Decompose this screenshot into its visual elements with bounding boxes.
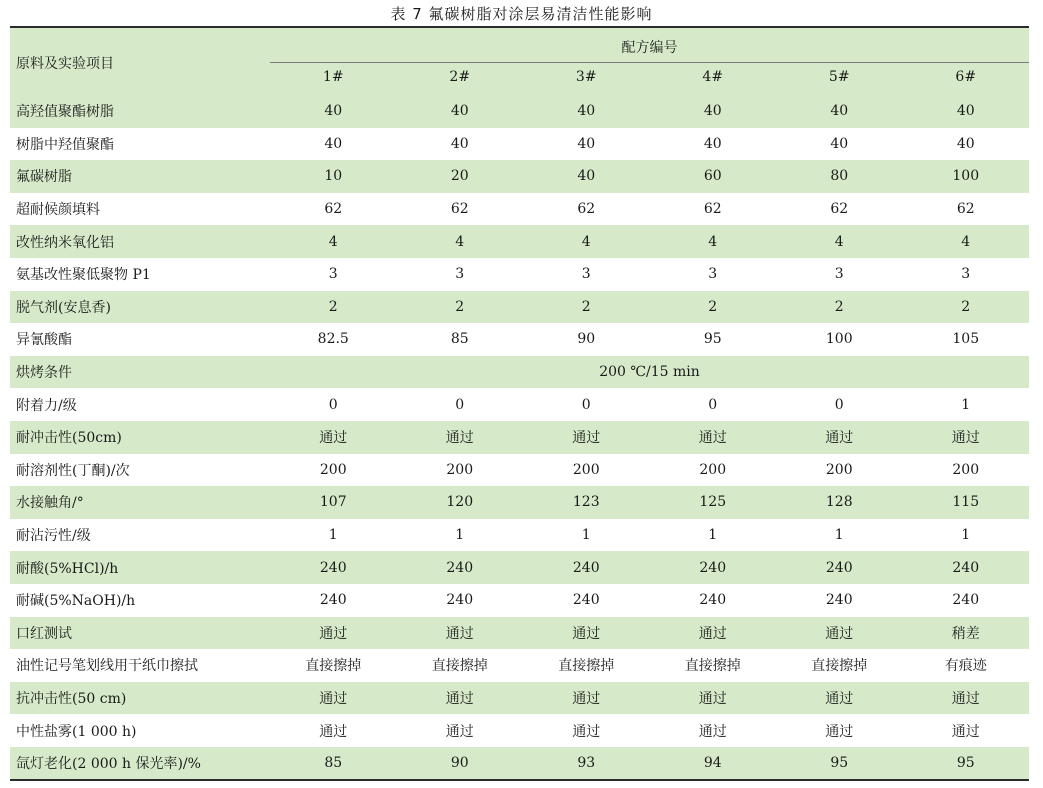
table-cell: 240 xyxy=(446,592,474,609)
table-cell: 直接擦掉 xyxy=(684,658,741,675)
table-cell: 0 xyxy=(581,396,591,413)
table-cell: 82.5 xyxy=(317,331,349,348)
table-cell: 通过 xyxy=(319,690,348,707)
row-label: 改性纳米氧化铝 xyxy=(16,234,114,251)
table-cell: 2 xyxy=(581,298,591,315)
table-cell: 4 xyxy=(708,233,718,250)
table-cell: 240 xyxy=(825,559,853,576)
row-label: 耐沾污性/级 xyxy=(16,528,91,545)
table-cell: 通过 xyxy=(572,690,601,707)
data-table xyxy=(10,26,1029,781)
table-cell: 200 xyxy=(319,461,347,478)
row-label: 耐碱(5%NaOH)/h xyxy=(16,593,136,610)
table-cell: 240 xyxy=(319,559,347,576)
table-cell: 125 xyxy=(699,494,727,511)
table-cell: 200 xyxy=(952,461,980,478)
row-label: 附着力/级 xyxy=(16,397,77,414)
table-cell: 62 xyxy=(703,201,722,218)
table-cell: 40 xyxy=(577,135,596,152)
column-header: 1# xyxy=(322,69,344,85)
table-cell: 4 xyxy=(961,233,971,250)
table-cell: 通过 xyxy=(572,430,601,447)
row-label: 脱气剂(安息香) xyxy=(16,299,111,316)
row-label: 耐溶剂性(丁酮)/次 xyxy=(16,462,130,479)
table-cell: 94 xyxy=(703,755,722,772)
table-row xyxy=(10,128,1029,161)
table-cell: 1 xyxy=(581,527,591,544)
table-row xyxy=(10,454,1029,487)
table-cell: 40 xyxy=(830,103,849,120)
table-cell: 40 xyxy=(450,135,469,152)
header-divider xyxy=(270,62,1029,63)
table-cell: 1 xyxy=(961,527,971,544)
table-cell: 240 xyxy=(699,592,727,609)
table-cell: 通过 xyxy=(698,430,727,447)
table-row xyxy=(10,649,1029,682)
table-cell: 240 xyxy=(446,559,474,576)
table-cell: 40 xyxy=(324,135,343,152)
table-cell: 3 xyxy=(328,266,338,283)
table-cell: 200 xyxy=(446,461,474,478)
table-cell: 40 xyxy=(830,135,849,152)
row-label: 中性盐雾(1 000 h) xyxy=(16,723,137,740)
table-cell: 240 xyxy=(572,559,600,576)
row-label: 氟碳树脂 xyxy=(16,169,72,186)
table-row xyxy=(10,388,1029,421)
table-cell: 3 xyxy=(455,266,465,283)
table-cell: 0 xyxy=(455,396,465,413)
table-row xyxy=(10,486,1029,519)
table-cell: 0 xyxy=(708,396,718,413)
table-cell: 105 xyxy=(952,331,980,348)
column-header: 3# xyxy=(575,69,597,85)
table-cell: 10 xyxy=(324,168,343,185)
table-row xyxy=(10,160,1029,193)
table-cell: 4 xyxy=(834,233,844,250)
table-cell: 1 xyxy=(961,396,971,413)
table-cell: 20 xyxy=(450,168,469,185)
table-cell: 40 xyxy=(703,103,722,120)
table-row xyxy=(10,747,1029,780)
formula-columns xyxy=(270,69,1029,85)
table-cell: 240 xyxy=(572,592,600,609)
table-cell: 通过 xyxy=(445,690,474,707)
table-row xyxy=(10,95,1029,128)
table-cell: 2 xyxy=(328,298,338,315)
table-cell: 3 xyxy=(708,266,718,283)
table-cell: 95 xyxy=(956,755,975,772)
table-cell: 95 xyxy=(703,331,722,348)
row-label: 烘烤条件 xyxy=(16,365,72,382)
table-cell: 通过 xyxy=(951,430,980,447)
table-cell: 240 xyxy=(699,559,727,576)
column-header: 4# xyxy=(702,69,724,85)
table-cell: 通过 xyxy=(572,723,601,740)
table-row xyxy=(10,714,1029,747)
table-cell: 通过 xyxy=(319,625,348,642)
table-cell: 2 xyxy=(708,298,718,315)
table-cell: 直接擦掉 xyxy=(431,658,488,675)
table-cell: 120 xyxy=(446,494,474,511)
table-cell: 4 xyxy=(328,233,338,250)
table-cell: 直接擦掉 xyxy=(811,658,868,675)
table-cell: 62 xyxy=(956,201,975,218)
table-cell: 通过 xyxy=(825,625,854,642)
table-cell: 240 xyxy=(952,592,980,609)
table-cell: 62 xyxy=(324,201,343,218)
table-cell: 3 xyxy=(834,266,844,283)
table-cell: 123 xyxy=(572,494,600,511)
table-cell: 通过 xyxy=(445,625,474,642)
table-row xyxy=(10,356,1029,389)
table-cell: 0 xyxy=(834,396,844,413)
table-cell: 通过 xyxy=(572,625,601,642)
table-cell: 40 xyxy=(956,103,975,120)
row-label: 耐酸(5%HCl)/h xyxy=(16,560,119,577)
row-label: 氙灯老化(2 000 h 保光率)/% xyxy=(16,756,201,773)
table-cell: 通过 xyxy=(951,723,980,740)
row-label: 氨基改性聚低聚物 P1 xyxy=(16,267,151,284)
table-row xyxy=(10,519,1029,552)
table-cell: 4 xyxy=(581,233,591,250)
table-cell: 85 xyxy=(324,755,343,772)
table-cell: 通过 xyxy=(445,723,474,740)
table-cell: 通过 xyxy=(445,430,474,447)
table-cell: 0 xyxy=(328,396,338,413)
table-row xyxy=(10,617,1029,650)
table-cell: 2 xyxy=(961,298,971,315)
row-header-label: 原料及实验项目 xyxy=(16,56,114,72)
table-row xyxy=(10,682,1029,715)
table-row xyxy=(10,291,1029,324)
table-cell: 3 xyxy=(961,266,971,283)
column-header: 5# xyxy=(828,69,850,85)
table-row xyxy=(10,421,1029,454)
table-cell: 40 xyxy=(703,135,722,152)
row-label: 异氰酸酯 xyxy=(16,332,72,349)
table-cell: 40 xyxy=(956,135,975,152)
table-cell: 直接擦掉 xyxy=(558,658,615,675)
table-cell: 62 xyxy=(577,201,596,218)
table-cell: 40 xyxy=(324,103,343,120)
table-cell: 95 xyxy=(830,755,849,772)
table-cell: 100 xyxy=(825,331,853,348)
table-cell: 85 xyxy=(450,331,469,348)
table-cell: 3 xyxy=(581,266,591,283)
table-cell: 通过 xyxy=(825,430,854,447)
table-cell: 通过 xyxy=(319,430,348,447)
table-cell: 200 xyxy=(572,461,600,478)
table-cell: 通过 xyxy=(698,723,727,740)
row-label: 抗冲击性(50 cm) xyxy=(16,690,127,707)
table-cell: 2 xyxy=(455,298,465,315)
table-row xyxy=(10,551,1029,584)
table-cell: 通过 xyxy=(698,690,727,707)
table-cell: 通过 xyxy=(698,625,727,642)
table-cell: 直接擦掉 xyxy=(305,658,362,675)
table-cell: 100 xyxy=(952,168,980,185)
table-cell: 有痕迹 xyxy=(944,658,987,675)
table-cell: 240 xyxy=(319,592,347,609)
table-row xyxy=(10,193,1029,226)
table-cell: 62 xyxy=(830,201,849,218)
table-row xyxy=(10,323,1029,356)
row-label: 油性记号笔划线用干纸巾擦拭 xyxy=(16,658,198,675)
table-cell: 1 xyxy=(455,527,465,544)
table-cell: 62 xyxy=(450,201,469,218)
table-cell: 1 xyxy=(834,527,844,544)
merged-cell: 200 ℃/15 min xyxy=(599,364,700,381)
column-header: 2# xyxy=(449,69,471,85)
table-cell: 240 xyxy=(825,592,853,609)
row-label: 高羟值聚酯树脂 xyxy=(16,104,114,121)
table-cell: 107 xyxy=(319,494,347,511)
table-row xyxy=(10,258,1029,291)
column-header: 6# xyxy=(955,69,977,85)
table-cell: 115 xyxy=(952,494,980,511)
table-cell: 200 xyxy=(825,461,853,478)
table-cell: 通过 xyxy=(825,723,854,740)
table-cell: 4 xyxy=(455,233,465,250)
table-body xyxy=(10,95,1029,779)
formula-group-label: 配方编号 xyxy=(621,40,678,56)
table-cell: 通过 xyxy=(319,723,348,740)
row-label: 口红测试 xyxy=(16,625,72,642)
table-cell: 通过 xyxy=(825,690,854,707)
table-cell: 90 xyxy=(450,755,469,772)
table-cell: 240 xyxy=(952,559,980,576)
table-header xyxy=(10,28,1029,95)
row-label: 树脂中羟值聚酯 xyxy=(16,136,114,153)
table-caption: 表 7 氟碳树脂对涂层易清洁性能影响 xyxy=(390,5,653,23)
row-label: 超耐候颜填料 xyxy=(16,202,100,219)
row-label: 耐冲击性(50cm) xyxy=(16,430,122,447)
table-cell: 93 xyxy=(577,755,596,772)
table-cell: 1 xyxy=(708,527,718,544)
table-cell: 40 xyxy=(577,103,596,120)
table-cell: 1 xyxy=(328,527,338,544)
table-cell: 通过 xyxy=(951,690,980,707)
table-cell: 40 xyxy=(577,168,596,185)
table-cell: 60 xyxy=(703,168,722,185)
table-cell: 40 xyxy=(450,103,469,120)
table-cell: 90 xyxy=(577,331,596,348)
row-label: 水接触角/° xyxy=(16,495,84,512)
table-cell: 200 xyxy=(699,461,727,478)
table-row xyxy=(10,225,1029,258)
table-row xyxy=(10,584,1029,617)
table-cell: 128 xyxy=(825,494,853,511)
table-cell: 2 xyxy=(834,298,844,315)
table-cell: 稍差 xyxy=(951,625,980,642)
table-cell: 80 xyxy=(830,168,849,185)
